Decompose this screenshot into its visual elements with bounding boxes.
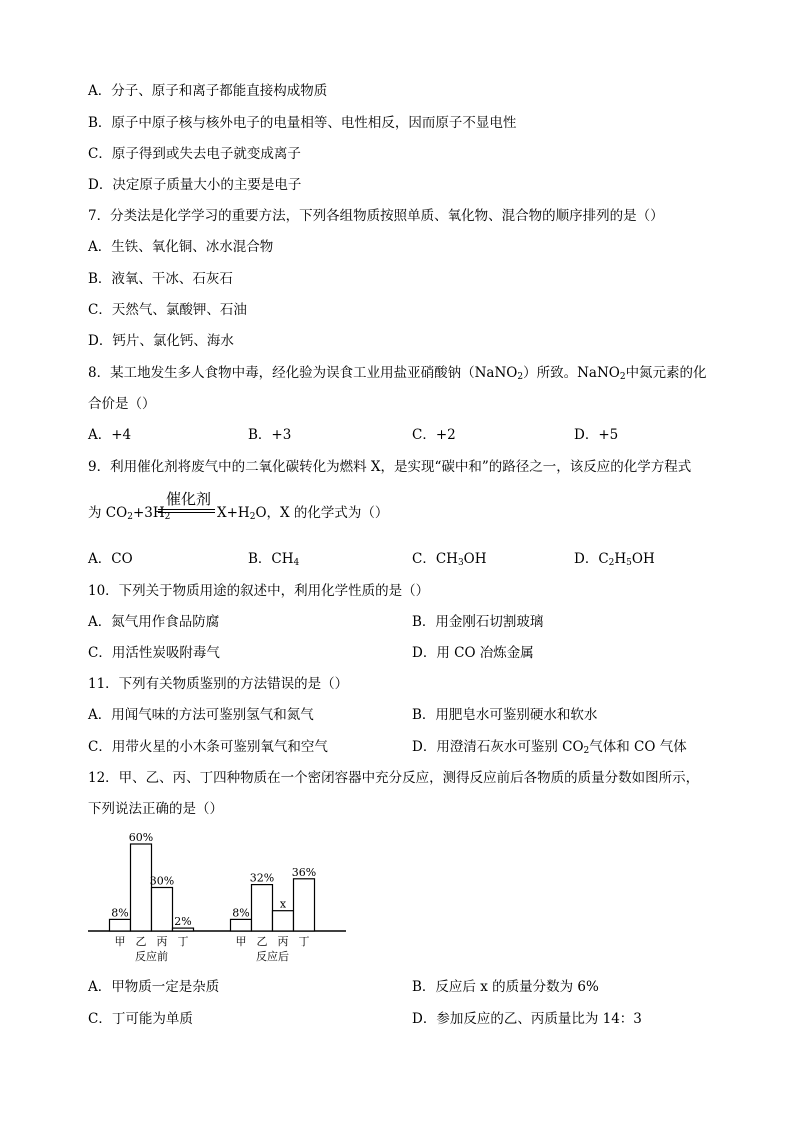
q8-stem-line2: 合价是（） (88, 396, 156, 412)
q8-option-a: A．+4 (88, 427, 132, 443)
q11-option-b: B．用肥皂水可鉴别硬水和软水 (412, 707, 598, 723)
q11-option-d: D．用澄清石灰水可鉴别 $CO_2$气体和 CO 气体 (412, 739, 687, 756)
chart-category-label: 乙 (135, 935, 147, 948)
chart-category-label: 丁 (177, 935, 189, 948)
q10-option-a: A．氮气用作食品防腐 (88, 614, 220, 630)
q8-option-b: B．+3 (248, 427, 292, 443)
chart-data-label: 30% (149, 874, 175, 888)
q10-option-c: C．用活性炭吸附毒气 (88, 645, 220, 661)
q8-stem-line1: 8．某工地发生多人食物中毒，经化验为误食工业用盐亚硝酸钠（NaNO$_2$）所致。NaNO$_2$中氮元素的化 (88, 365, 707, 382)
chart-bar (294, 879, 315, 931)
q9-option-a: A．CO (88, 551, 133, 567)
q9-option-b: B．$CH_4$ (248, 551, 300, 568)
q9-equation-left: 为 $CO_2+3H_2$ (88, 505, 171, 522)
chart-data-label: x (279, 897, 287, 911)
q6-option-b: B．原子中原子核与核外电子的电量相等、电性相反，因而原子不显电性 (88, 115, 517, 131)
q11-option-a: A．用闻气味的方法可鉴别氢气和氮气 (88, 707, 314, 723)
q12-option-c: C．丁可能为单质 (88, 1011, 193, 1027)
q8-option-d: D．+5 (574, 427, 619, 443)
q9-equation-right: $X+H_2O$，X 的化学式为（） (217, 505, 389, 522)
q12-stem-line2: 下列说法正确的是（） (88, 801, 223, 817)
q6-option-d: D．决定原子质量大小的主要是电子 (88, 177, 302, 193)
chart-data-label: 8% (232, 906, 250, 920)
chart-category-label: 丙 (156, 935, 168, 948)
chart-data-label: 2% (174, 915, 192, 929)
chart-bar (231, 919, 252, 931)
chart-data-label: 60% (128, 831, 154, 844)
chart-bar (252, 885, 273, 931)
q7-option-c: C．天然气、氯酸钾、石油 (88, 302, 247, 318)
chart-category-label: 甲 (114, 935, 126, 948)
catalyst-label: 催化剂 (166, 490, 212, 508)
chart-bar (110, 919, 131, 931)
q10-option-b: B．用金刚石切割玻璃 (412, 614, 544, 630)
chart-data-label: 32% (249, 871, 275, 885)
q7-option-a: A．生铁、氧化铜、冰水混合物 (88, 239, 274, 255)
q6-option-a: A．分子、原子和离子都能直接构成物质 (88, 83, 328, 99)
chart-bar (152, 888, 173, 932)
q9-stem-line1: 9．利用催化剂将废气中的二氧化碳转化为燃料 X，是实现“碳中和”的路径之一，该反应的化学方程式 (88, 459, 692, 475)
chart-category-label: 乙 (256, 935, 268, 948)
q9-option-c: C．$CH_3OH$ (412, 551, 487, 568)
chart-group-label: 反应后 (256, 950, 289, 963)
q8-option-c: C．+2 (412, 427, 456, 443)
chart-data-label: 8% (111, 906, 129, 920)
q7-stem: 7．分类法是化学学习的重要方法，下列各组物质按照单质、氧化物、混合物的顺序排列的是（） (88, 208, 664, 224)
chart-bar (273, 911, 294, 931)
chart-category-label: 丁 (298, 935, 310, 948)
chart-bar (131, 844, 152, 931)
q6-option-c: C．原子得到或失去电子就变成离子 (88, 146, 301, 162)
q12-option-d: D．参加反应的乙、丙质量比为 14：3 (412, 1011, 642, 1027)
q10-stem: 10．下列关于物质用途的叙述中，利用化学性质的是（） (88, 583, 430, 599)
chart-data-label: 36% (291, 865, 317, 879)
q7-option-d: D．钙片、氯化钙、海水 (88, 333, 234, 349)
chart-bar (173, 928, 194, 931)
q11-option-c: C．用带火星的小木条可鉴别氧气和空气 (88, 739, 328, 755)
q9-option-d: D．$C_2H_5OH$ (574, 551, 655, 568)
q11-stem: 11．下列有关物质鉴别的方法错误的是（） (88, 676, 349, 692)
chart-category-label: 丙 (277, 935, 289, 948)
q7-option-b: B．液氧、干冰、石灰石 (88, 271, 233, 287)
q12-option-b: B．反应后 x 的质量分数为 6% (412, 979, 599, 995)
q12-stem-line1: 12．甲、乙、丙、丁四种物质在一个密闭容器中充分反应，测得反应前后各物质的质量分数如图所示， (88, 770, 700, 786)
q12-option-a: A．甲物质一定是杂质 (88, 979, 220, 995)
q10-option-d: D．用 CO 冶炼金属 (412, 645, 534, 661)
chart-group-label: 反应前 (135, 950, 168, 963)
chart-category-label: 甲 (235, 935, 247, 948)
